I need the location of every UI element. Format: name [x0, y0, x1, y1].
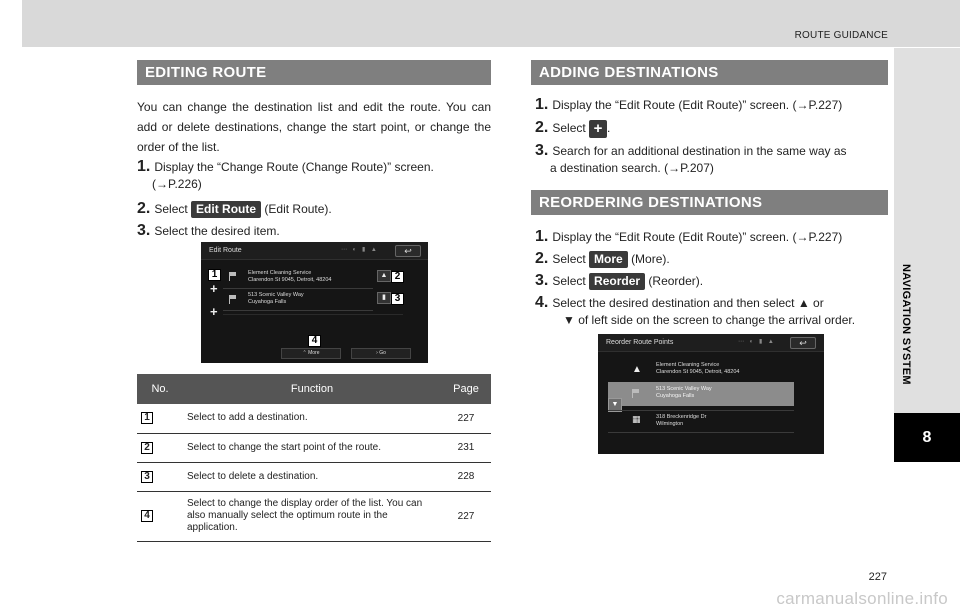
adding-step-3 — [535, 142, 847, 177]
step-text: Select — [552, 274, 586, 288]
reorder-step-3 — [535, 272, 703, 290]
edit-route-button[interactable]: Edit Route — [191, 201, 261, 218]
table-cell-no — [137, 462, 183, 491]
step-number: 1. — [137, 158, 151, 175]
editing-step-2 — [137, 200, 332, 218]
table-cell-function: Select to delete a destination. — [183, 462, 441, 491]
destination-name: Element Cleaning Service — [248, 270, 312, 276]
table-header-row — [137, 374, 491, 404]
table-row — [137, 462, 491, 491]
destination-address: Wilmington — [656, 421, 684, 427]
more-label: More — [308, 350, 320, 356]
divider — [608, 410, 794, 411]
add-icon[interactable]: + — [210, 281, 218, 296]
reorder-step-2 — [535, 250, 670, 268]
screen-title: Reorder Route Points — [598, 334, 824, 352]
editing-step-1 — [137, 158, 434, 193]
table-cell-no — [137, 491, 183, 541]
step-text: Display the “Change Route (Change Route)” screen. — [154, 160, 434, 174]
edit-route-screenshot — [201, 242, 428, 363]
header-no: No. — [137, 374, 183, 404]
status-icons: ⋯ ◐ ▮ ▲ — [738, 339, 776, 345]
step-number: 1. — [535, 228, 549, 245]
step-text: (Reorder). — [648, 274, 704, 288]
divider — [223, 288, 373, 289]
step-text: Select — [552, 252, 586, 266]
editing-intro: You can change the destination list and edit the route. You can add or delete destinations, change the start point, or change the order of the list. — [137, 100, 491, 154]
step-text: Display the “Edit Route (Edit Route)” screen. (→P.227) — [552, 98, 843, 112]
step-text: . — [607, 121, 611, 135]
callout-2: 2 — [391, 271, 404, 283]
reorder-screenshot — [598, 334, 824, 454]
chapter-number: 8 — [894, 413, 960, 462]
step-number: 2. — [137, 200, 151, 217]
function-table — [137, 374, 491, 542]
callout-4: 4 — [308, 335, 321, 347]
screen-title: Edit Route — [201, 242, 428, 260]
side-tab-label: NAVIGATION SYSTEM — [900, 264, 912, 385]
number-box: 2 — [141, 442, 153, 454]
number-box: 4 — [141, 510, 153, 522]
adding-step-1 — [535, 96, 842, 114]
checkered-flag-icon: ▦ — [632, 414, 641, 424]
step-text-cont: ▼ of left side on the screen to change the arrival order. — [563, 313, 856, 327]
destination-address: Clarendon St 9045, Detroit, 48204 — [656, 369, 740, 375]
step-ref: (→P.226) — [152, 177, 202, 191]
adding-destinations-heading: ADDING DESTINATIONS — [531, 60, 888, 85]
step-number: 1. — [535, 96, 549, 113]
flag-icon — [632, 389, 639, 398]
step-number: 3. — [137, 222, 151, 239]
step-text-cont: a destination search. (→P.207) — [550, 161, 714, 175]
table-cell-page: 227 — [441, 491, 491, 541]
table-cell-page: 231 — [441, 433, 491, 462]
callout-3: 3 — [391, 293, 404, 305]
move-up-icon[interactable]: ▲ — [632, 364, 642, 375]
delete-icon[interactable]: ▮ — [377, 292, 391, 304]
table-cell-function: Select to change the display order of the list. You can also manually select the optimum route in the application. — [183, 491, 441, 541]
step-number: 3. — [535, 142, 549, 159]
divider — [223, 310, 373, 311]
destination-address: Cuyahoga Falls — [248, 299, 287, 305]
table-row — [137, 404, 491, 433]
destination-name: 318 Breckenridge Dr — [656, 414, 707, 420]
status-icons: ⋯ ◐ ▮ ▲ — [341, 247, 379, 253]
flag-icon — [229, 295, 236, 304]
step-number: 2. — [535, 119, 549, 136]
table-cell-page: 227 — [441, 404, 491, 433]
table-cell-no — [137, 433, 183, 462]
table-cell-function: Select to add a destination. — [183, 404, 441, 433]
back-icon[interactable]: ↩ — [395, 245, 421, 257]
header-page: Page — [441, 374, 491, 404]
move-down-icon[interactable]: ▼ — [608, 398, 622, 412]
step-text: Select the desired item. — [154, 224, 280, 238]
more-button[interactable]: More — [589, 251, 628, 268]
step-text: (More). — [631, 252, 670, 266]
add-destination-button[interactable]: + — [589, 120, 607, 138]
step-text: Display the “Edit Route (Edit Route)” screen. (→P.227) — [552, 230, 843, 244]
number-box: 3 — [141, 471, 153, 483]
number-box: 1 — [141, 412, 153, 424]
back-icon[interactable]: ↩ — [790, 337, 816, 349]
table-cell-function: Select to change the start point of the route. — [183, 433, 441, 462]
reorder-step-4 — [535, 294, 855, 329]
go-button[interactable] — [351, 348, 411, 359]
step-text: Search for an additional destination in the same way as — [552, 144, 847, 158]
step-text: Select — [552, 121, 586, 135]
reorder-step-1 — [535, 228, 842, 246]
chevron-up-icon: ⌃ — [302, 350, 307, 356]
section-title: ROUTE GUIDANCE — [794, 30, 888, 41]
more-button[interactable] — [281, 348, 341, 359]
destination-name: Element Cleaning Service — [656, 362, 720, 368]
step-text: (Edit Route). — [264, 202, 332, 216]
table-cell-no — [137, 404, 183, 433]
reordering-destinations-heading: REORDERING DESTINATIONS — [531, 190, 888, 215]
destination-name: 513 Scenic Valley Way — [656, 386, 712, 392]
destination-name: 513 Scenic Valley Way — [248, 292, 304, 298]
divider — [223, 314, 403, 315]
header-function: Function — [183, 374, 441, 404]
step-text: Select — [154, 202, 188, 216]
table-row — [137, 433, 491, 462]
divider — [608, 432, 794, 433]
adding-step-2 — [535, 119, 610, 138]
destination-address: Clarendon St 9045, Detroit, 48204 — [248, 277, 332, 283]
step-number: 2. — [535, 250, 549, 267]
step-number: 3. — [535, 272, 549, 289]
table-cell-page: 228 — [441, 462, 491, 491]
table-row — [137, 491, 491, 541]
go-label: Go — [379, 350, 386, 356]
flag-icon — [229, 272, 236, 281]
add-icon[interactable]: + — [210, 304, 218, 319]
step-text: Select the desired destination and then select ▲ or — [552, 296, 824, 310]
editing-step-3 — [137, 222, 280, 240]
change-start-icon[interactable]: ▲ — [377, 270, 391, 282]
step-number: 4. — [535, 294, 549, 311]
destination-address: Cuyahoga Falls — [656, 393, 695, 399]
reorder-button[interactable]: Reorder — [589, 273, 645, 290]
callout-1: 1 — [208, 269, 221, 281]
chevron-right-icon: › — [376, 350, 378, 356]
page-number: 227 — [868, 571, 887, 583]
watermark: carmanualsonline.info — [776, 589, 948, 608]
editing-route-heading: EDITING ROUTE — [137, 60, 491, 85]
